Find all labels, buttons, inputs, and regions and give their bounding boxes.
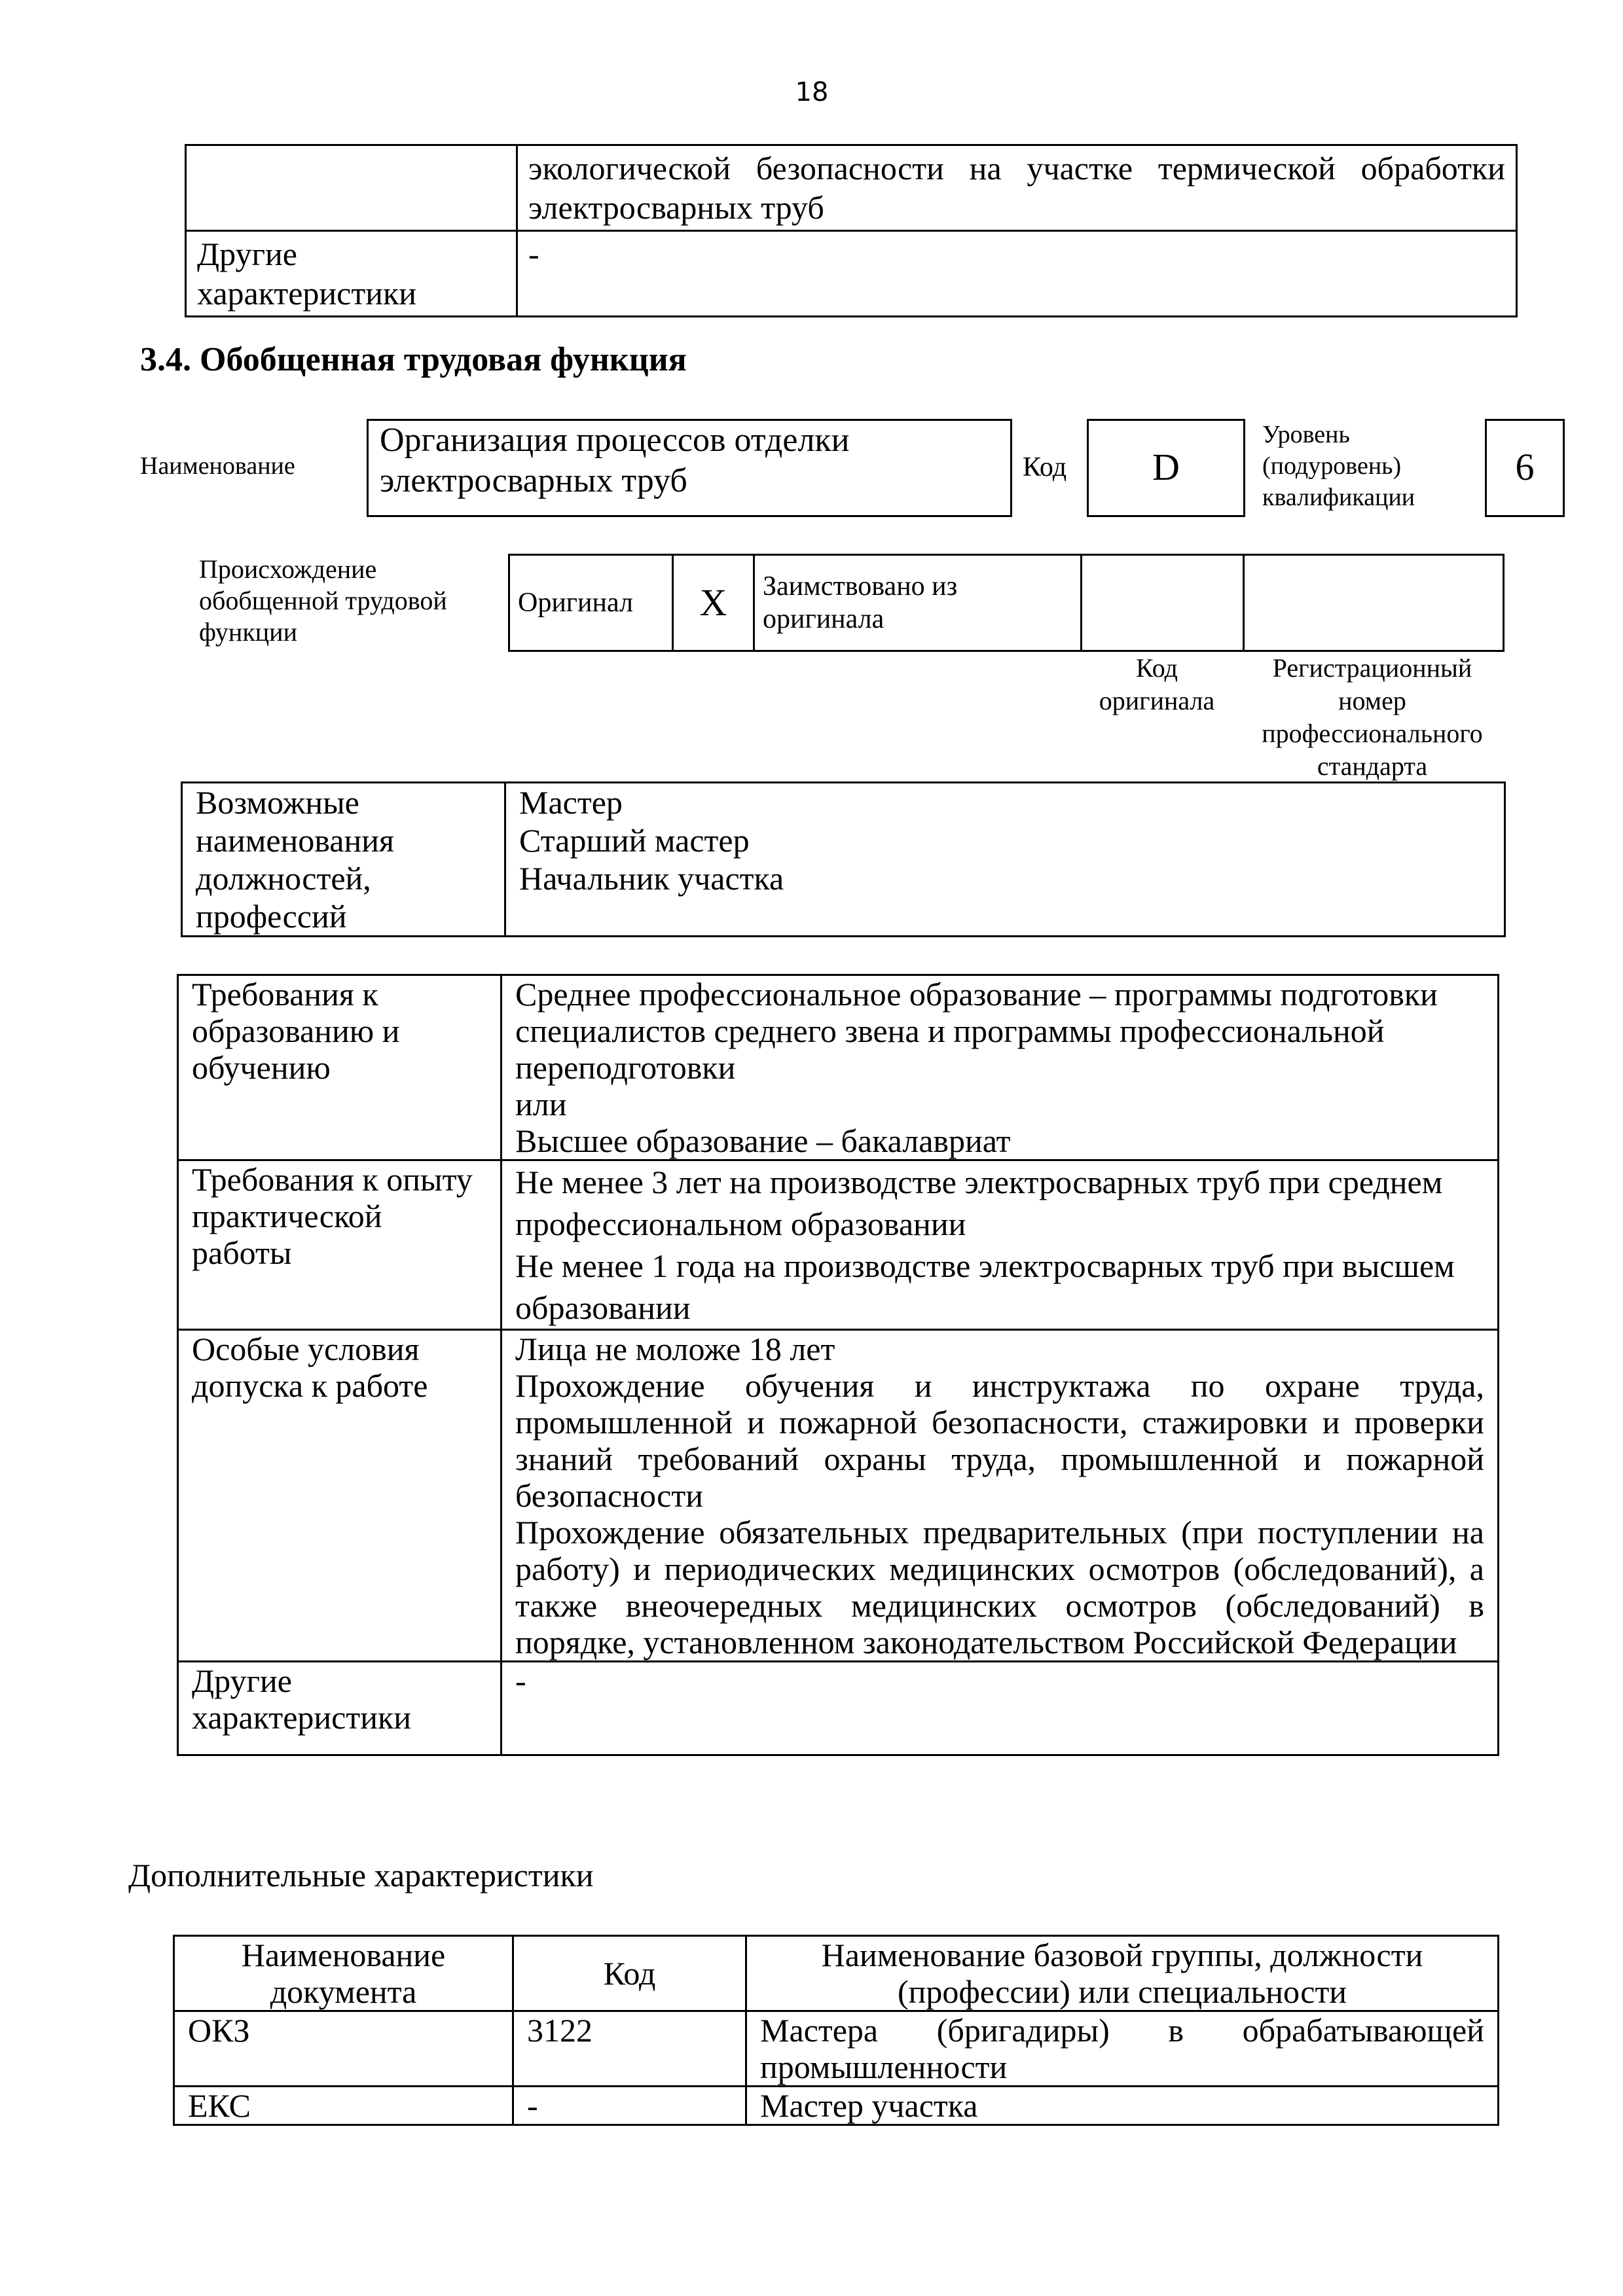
code-value: D: [1152, 446, 1180, 488]
positions-label: Возможные наименования должностей, профессий: [182, 783, 505, 937]
section-title: 3.4. Обобщенная трудовая функция: [140, 341, 687, 378]
extra-header-name: Наименование базовой группы, должности (профессии) или специальности: [746, 1936, 1499, 2011]
conditions-line: Лица не моложе 18 лет: [515, 1331, 835, 1367]
code-original-cell: [1082, 555, 1244, 651]
empty-cell: [186, 145, 517, 231]
original-mark: X: [673, 555, 754, 651]
position-item: Старший мастер: [519, 822, 750, 859]
function-name: Организация процессов отделки электросварных труб: [380, 422, 850, 499]
other-characteristics-value: -: [517, 231, 1517, 317]
extra-row-doc: ОКЗ: [174, 2011, 513, 2087]
education-line: Высшее образование – бакалавриат: [515, 1122, 1011, 1159]
positions-table: [181, 781, 1506, 937]
reg-number-cell: [1244, 555, 1504, 651]
position-item: Мастер: [519, 784, 623, 821]
reg-number-caption: Регистрационный номер профессионального стандарта: [1262, 653, 1483, 781]
name-label: Наименование: [140, 452, 295, 480]
extra-header-code: Код: [513, 1936, 746, 2011]
extra-row-name: Мастера (бригадиры) в обрабатывающей промышленности: [746, 2011, 1499, 2087]
continuation-text: экологической безопасности на участке термической обработки электросварных труб: [517, 145, 1517, 231]
extra-row-name: Мастер участка: [746, 2087, 1499, 2125]
conditions-label: Особые условия допуска к работе: [178, 1330, 501, 1662]
other-value: -: [501, 1662, 1499, 1755]
level-value: 6: [1515, 446, 1535, 488]
level-label: Уровень (подуровень) квалификации: [1262, 421, 1415, 511]
conditions-line: Прохождение обязательных предварительных (при поступлении на работу) и периодических медицинских осмотров (обследований), а также внеочередных медицинских осмотров (обследований) в порядке, установленном законодательством Российской Федерации: [515, 1514, 1484, 1660]
other-label: Другие характеристики: [178, 1662, 501, 1755]
experience-line: Не менее 3 лет на производстве электросварных труб при среднем профессиональном образовании: [515, 1164, 1443, 1242]
requirements-table: [177, 974, 1499, 1756]
borrowed-label: Заимствовано из оригинала: [754, 555, 1082, 651]
code-label: Код: [1023, 452, 1067, 482]
origin-label: Происхождение обобщенной трудовой функции: [199, 554, 447, 647]
continuation-table: [185, 144, 1518, 317]
education-line: Среднее профессиональное образование – программы подготовки специалистов среднего звена и программы профессиональной переподготовки: [515, 976, 1438, 1086]
conditions-values: [501, 1330, 1499, 1662]
experience-label: Требования к опыту практической работы: [178, 1160, 501, 1330]
extra-title: Дополнительные характеристики: [128, 1857, 594, 1893]
conditions-line: Прохождение обучения и инструктажа по охране труда, промышленной и пожарной безопасности, стажировки и проверки знаний требований охраны труда, промышленной и пожарной безопасности: [515, 1367, 1484, 1514]
extra-header-doc: Наименование документа: [174, 1936, 513, 2011]
original-label: Оригинал: [509, 555, 673, 651]
experience-line: Не менее 1 года на производстве электросварных труб при высшем образовании: [515, 1247, 1455, 1326]
experience-values: [501, 1160, 1499, 1330]
education-label: Требования к образованию и обучению: [178, 975, 501, 1160]
extra-row-doc: ЕКС: [174, 2087, 513, 2125]
education-line: или: [515, 1086, 567, 1122]
education-values: [501, 975, 1499, 1160]
extra-row-code: 3122: [513, 2011, 746, 2087]
other-characteristics-label: Другие характеристики: [186, 231, 517, 317]
code-original-caption: Код оригинала: [1099, 653, 1215, 715]
origin-table: [508, 554, 1504, 652]
extra-table: [173, 1935, 1499, 2126]
positions-values: [505, 783, 1505, 937]
extra-row-code: -: [513, 2087, 746, 2125]
position-item: Начальник участка: [519, 860, 784, 897]
page-number: 18: [795, 77, 829, 107]
